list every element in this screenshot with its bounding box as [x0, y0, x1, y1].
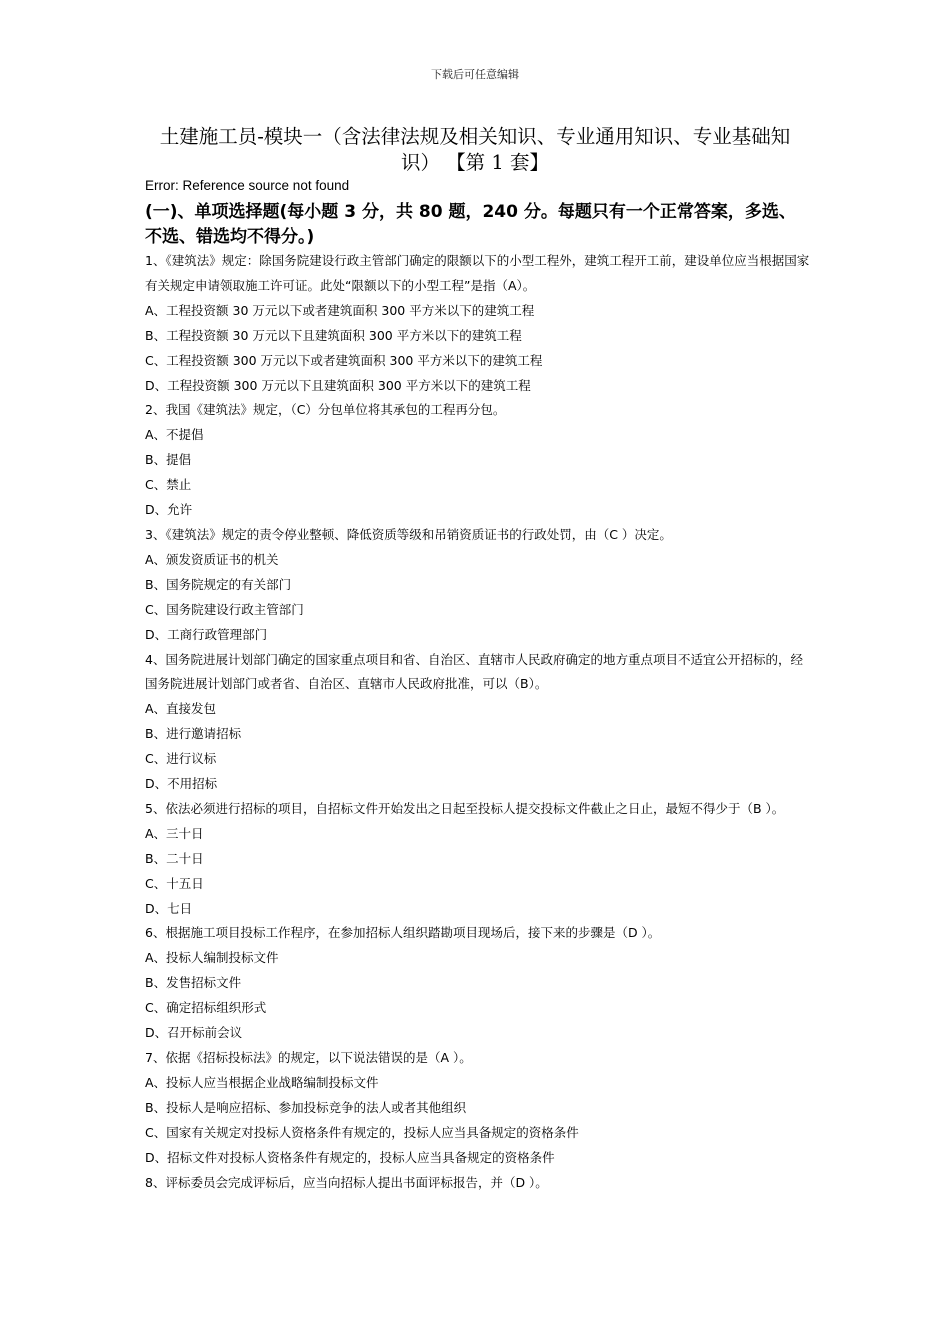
answer-option: A、工程投资额 30 万元以下或者建筑面积 300 平方米以下的建筑工程: [145, 302, 535, 318]
answer-option: C、国家有关规定对投标人资格条件有规定的，投标人应当具备规定的资格条件: [145, 1124, 579, 1140]
answer-option: A、颁发资质证书的机关: [145, 551, 279, 567]
answer-option: D、七日: [145, 900, 193, 916]
question-list: [145, 249, 810, 1195]
answer-option: B、工程投资额 30 万元以下且建筑面积 300 平方米以下的建筑工程: [145, 327, 522, 343]
answer-option: D、允许: [145, 502, 193, 518]
question-stem: 1、《建筑法》规定：除国务院建设行政主管部门确定的限额以下的小型工程外，建筑工程开工前，建设单位应当根据国家有关规定申请领取施工许可证。此处“限额以下的小型工程”是指（A）。: [145, 253, 810, 293]
reference-error-text: Error: Reference source not found: [145, 178, 350, 193]
question-stem: 2、我国《建筑法》规定，（C）分包单位将其承包的工程再分包。: [145, 402, 506, 418]
answer-option: D、不用招标: [145, 776, 218, 792]
question-stem: 4、国务院进展计划部门确定的国家重点项目和省、自治区、直辖市人民政府确定的地方重点项目不适宜公开招标的，经国务院进展计划部门或者省、自治区、直辖市人民政府批准，可以（B）。: [145, 651, 803, 692]
document-title: 土建施工员-模块一（含法律法规及相关知识、专业通用知识、专业基础知识） 【第 1 套】: [159, 125, 791, 174]
answer-option: A、不提倡: [145, 427, 204, 443]
answer-option: A、投标人应当根据企业战略编制投标文件: [145, 1074, 379, 1090]
answer-option: C、确定招标组织形式: [145, 1000, 267, 1016]
answer-option: C、禁止: [145, 477, 192, 493]
answer-option: D、工商行政管理部门: [145, 626, 268, 642]
page-header-note: 下载后可任意编辑: [431, 68, 519, 81]
answer-option: D、召开标前会议: [145, 1025, 243, 1041]
answer-option: B、投标人是响应招标、参加投标竞争的法人或者其他组织: [145, 1099, 467, 1115]
answer-option: A、投标人编制投标文件: [145, 950, 279, 966]
question-stem: 5、依法必须进行招标的项目，自招标文件开始发出之日起至投标人提交投标文件截止之日止，最短不得少于（B ）。: [145, 800, 785, 816]
answer-option: B、进行邀请招标: [145, 726, 242, 742]
answer-option: C、进行议标: [145, 751, 217, 767]
answer-option: B、发售招标文件: [145, 975, 242, 991]
section-heading: (一)、单项选择题(每小题 3 分，共 80 题，240 分。每题只有一个正常答案，多选、不选、错选均不得分。): [145, 202, 796, 247]
question-stem: 6、根据施工项目投标工作程序，在参加招标人组织踏勘项目现场后，接下来的步骤是（D ）。: [145, 925, 661, 941]
question-stem: 7、依据《招标投标法》的规定，以下说法错误的是（A ）。: [145, 1050, 472, 1065]
answer-option: B、国务院规定的有关部门: [145, 576, 292, 592]
answer-option: A、三十日: [145, 825, 204, 841]
answer-option: B、提倡: [145, 452, 192, 468]
answer-option: D、招标文件对投标人资格条件有规定的，投标人应当具备规定的资格条件: [145, 1149, 555, 1165]
question-stem: 8、评标委员会完成评标后，应当向招标人提出书面评标报告，并（D ）。: [145, 1174, 548, 1190]
answer-option: C、国务院建设行政主管部门: [145, 601, 304, 617]
answer-option: B、二十日: [145, 850, 204, 866]
answer-option: C、工程投资额 300 万元以下或者建筑面积 300 平方米以下的建筑工程: [145, 352, 543, 368]
answer-option: D、工程投资额 300 万元以下且建筑面积 300 平方米以下的建筑工程: [145, 377, 531, 393]
answer-option: A、直接发包: [145, 701, 217, 717]
question-stem: 3、《建筑法》规定的责令停业整顿、降低资质等级和吊销资质证书的行政处罚，由（C ）决定。: [145, 526, 672, 542]
answer-option: C、十五日: [145, 875, 204, 891]
